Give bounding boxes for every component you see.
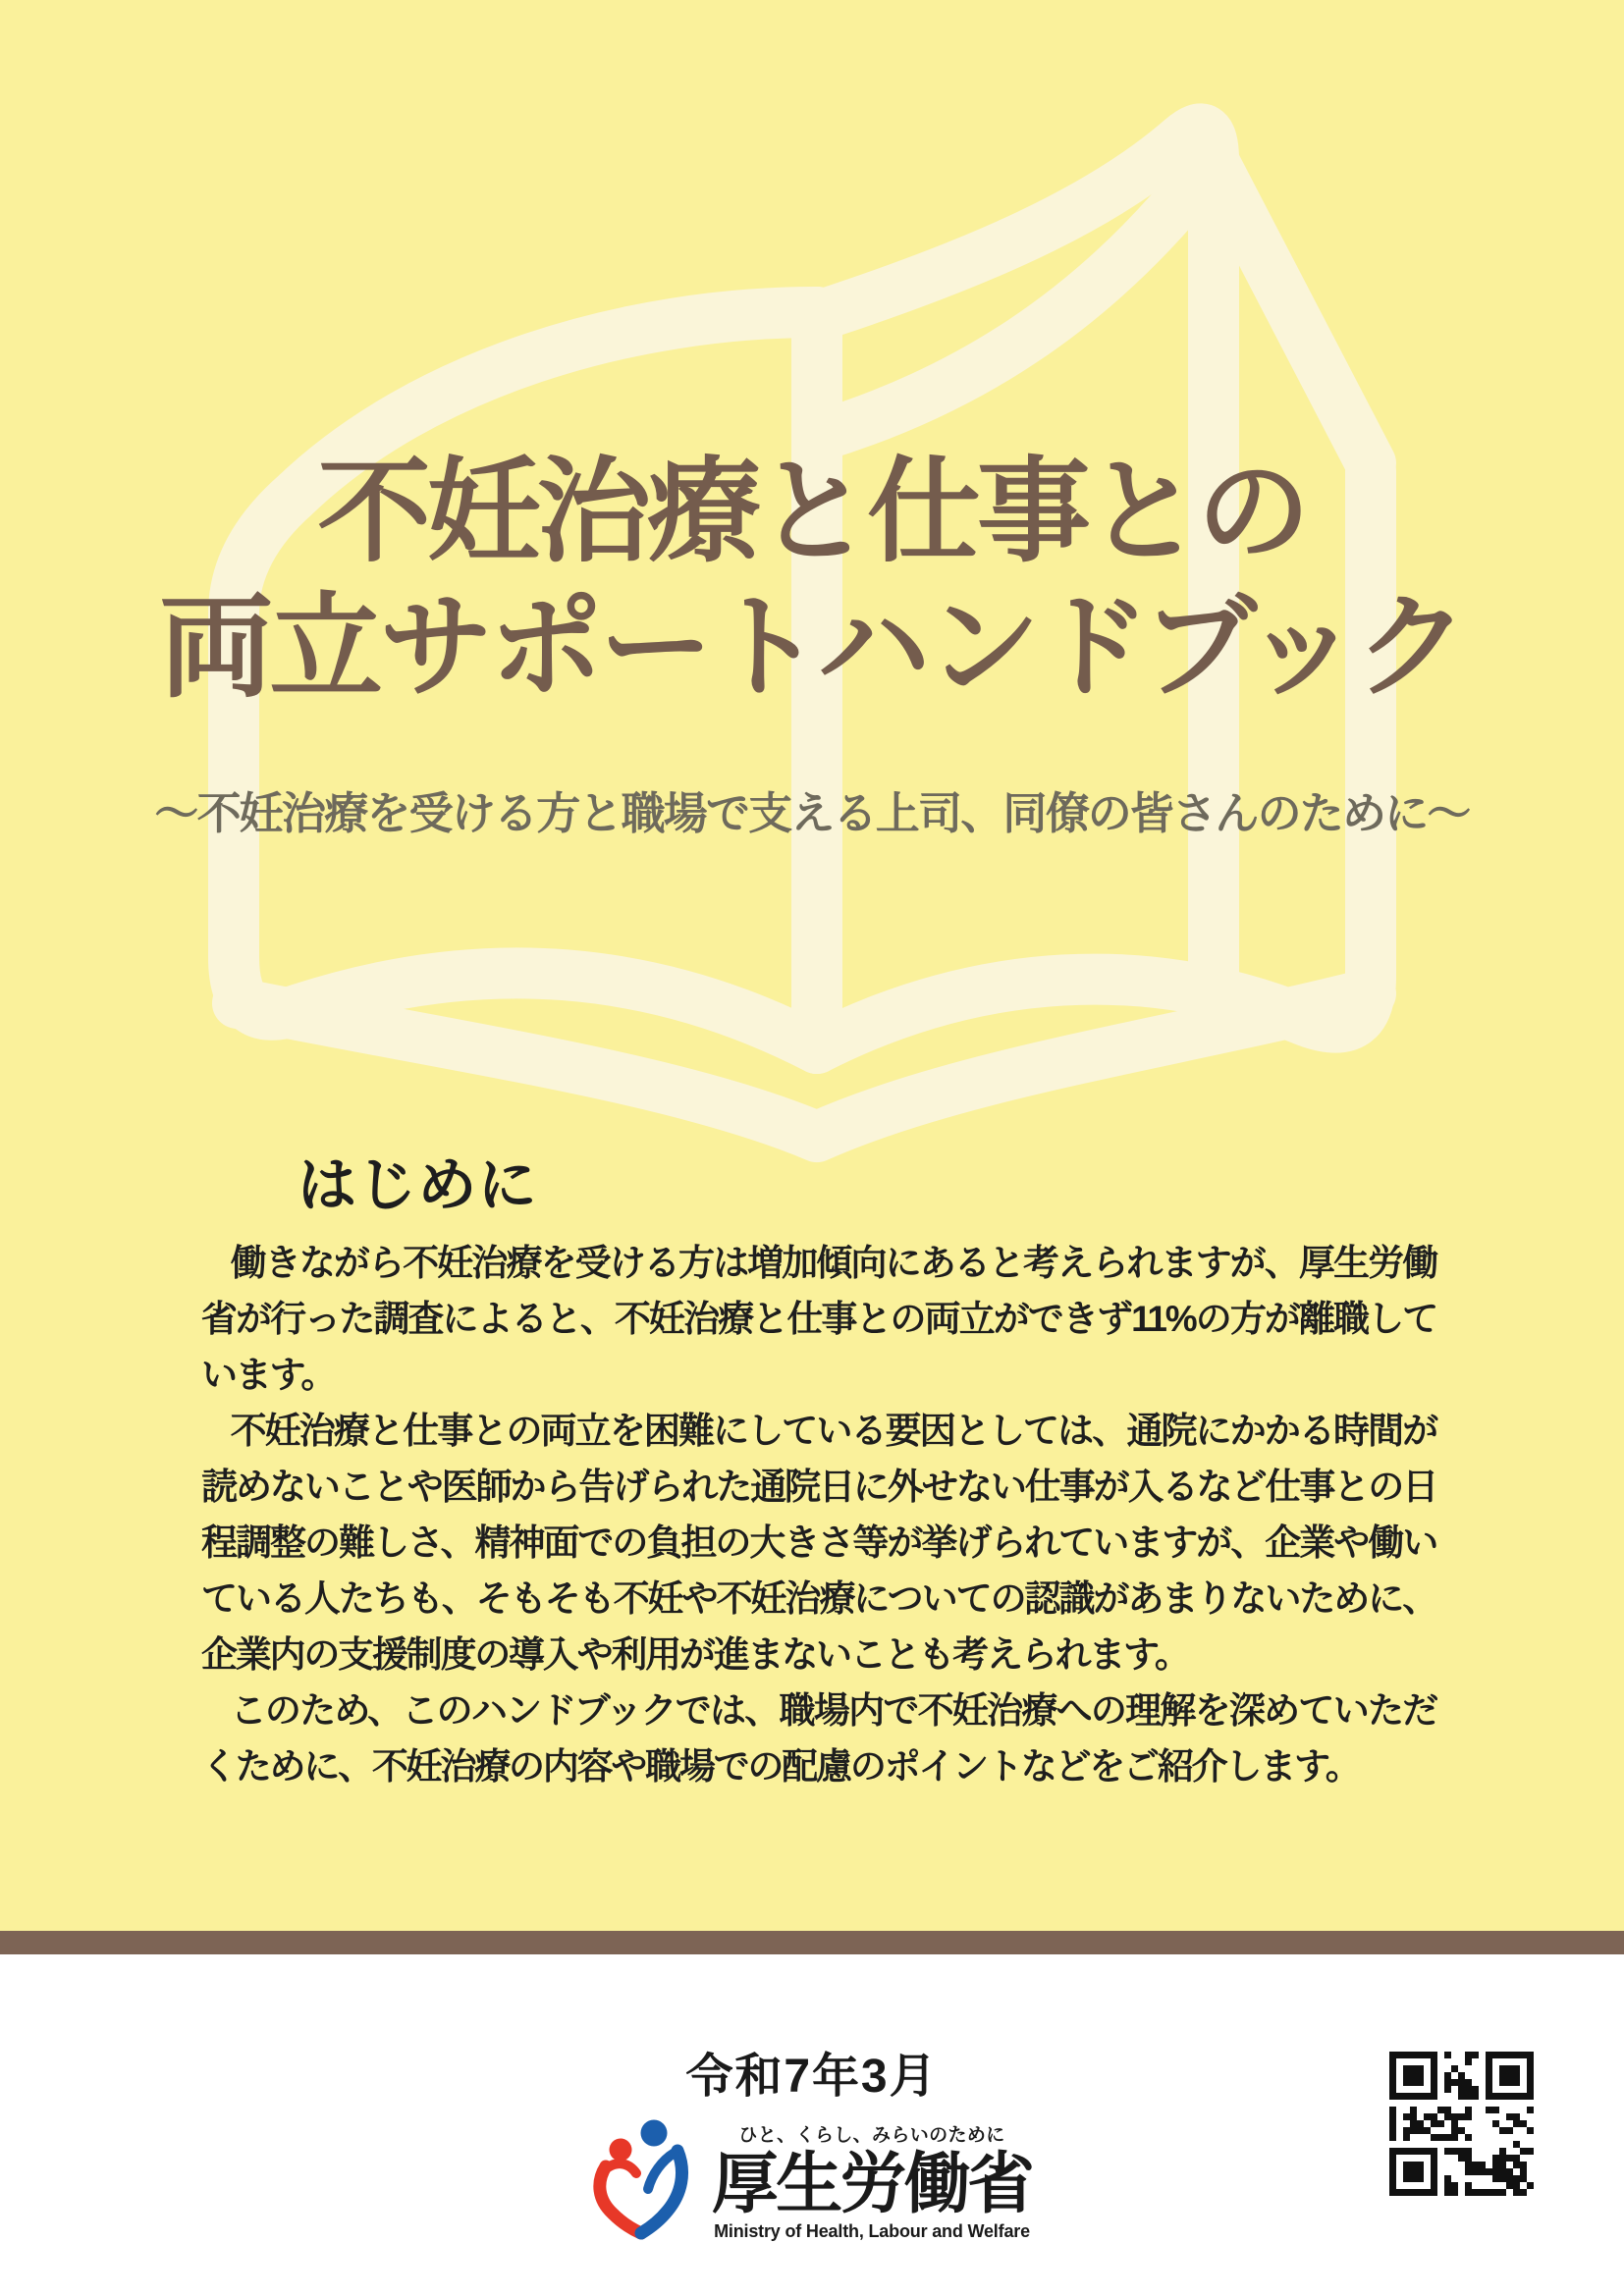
qr-code xyxy=(1389,2052,1534,2196)
mhlw-logo-icon xyxy=(592,2118,690,2248)
publication-date: 令和7年3月 xyxy=(685,2051,939,2103)
ministry-name-en: Ministry of Health, Labour and Welfare xyxy=(714,2221,1030,2241)
handbook-subtitle: 〜不妊治療を受ける方と職場で支える上司、同僚の皆さんのために〜 xyxy=(154,788,1470,838)
ministry-tagline: ひと、くらし、みらいのために xyxy=(738,2125,1005,2146)
ministry-names xyxy=(712,2118,1032,2242)
intro-paragraph-2: 不妊治療と仕事との両立を困難にしている要因としては、通院にかかる時間が読めないことや医師から告げられた通院日に外せない仕事が入るなど仕事との日程調整の難しさ、精神面での負担の大きさ等が挙げられていますが、企業や働いている人たちも、そもそも不妊や不妊治療についての認識があまりないために、企業内の支援制度の導入や利用が進まないことも考えられます。 xyxy=(201,1411,1436,1675)
intro-heading: はじめに xyxy=(298,1152,538,1218)
handbook-title-line1: 不妊治療と仕事との xyxy=(317,448,1307,575)
handbook-title-line2: 両立サポートハンドブック xyxy=(159,583,1465,711)
intro-paragraph-1: 働きながら不妊治療を受ける方は増加傾向にあると考えられますが、厚生労働省が行った調査によると、不妊治療と仕事との両立ができず11%の方が離職しています。 xyxy=(201,1243,1436,1395)
ministry-logo-block xyxy=(0,2118,1624,2248)
intro-paragraph-3: このため、このハンドブックでは、職場内で不妊治療への理解を深めていただくために、不妊治療の内容や職場での配慮のポイントなどをご紹介します。 xyxy=(201,1690,1436,1787)
intro-body xyxy=(201,1235,1436,1794)
handbook-title xyxy=(0,444,1624,715)
ministry-name-ja: 厚生労働省 xyxy=(711,2147,1033,2221)
divider-bar xyxy=(0,1931,1624,1954)
